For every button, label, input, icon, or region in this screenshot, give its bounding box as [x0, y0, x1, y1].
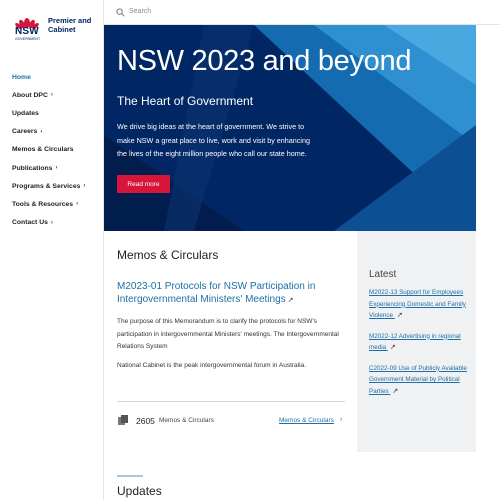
memos-heading: Memos & Circulars: [117, 248, 219, 262]
list-item[interactable]: [369, 287, 469, 322]
latest-panel: [357, 231, 476, 452]
chevron-right-icon: ›: [50, 92, 53, 99]
latest-item-label: C2022-09 Use of Publicly Available Government Material by Political Parties: [369, 364, 467, 395]
nav-item-careers[interactable]: [12, 123, 85, 141]
latest-heading: Latest: [369, 269, 397, 280]
featured-memo-note: National Cabinet is the peak intergovernmental forum in Australia.: [117, 362, 306, 369]
hero-description: We drive big ideas at the heart of government. We strive to make NSW a great place to live, work and visit by enhancing the lives of the eight million people who call our state home.: [117, 122, 310, 159]
nav-item-label: Tools & Resources: [12, 200, 74, 208]
nav-item-label: About DPC: [12, 91, 48, 99]
updates-accent-line: [117, 475, 143, 477]
nav-item-label: Memos & Circulars: [12, 146, 74, 154]
external-link-icon: ↗: [287, 297, 294, 304]
chevron-right-icon: ›: [40, 128, 43, 135]
chevron-right-icon: ›: [83, 183, 86, 190]
external-link-icon: ↗: [392, 387, 399, 395]
search-bar[interactable]: [104, 0, 500, 25]
memo-count: 2605: [136, 416, 155, 426]
external-link-icon: ↗: [389, 344, 396, 351]
search-icon[interactable]: [116, 8, 125, 17]
external-link-icon: ↗: [396, 312, 403, 319]
nsw-logo[interactable]: [12, 10, 92, 40]
nav-item-updates[interactable]: [12, 104, 85, 122]
latest-list: [369, 287, 469, 406]
nav-item-home[interactable]: [12, 68, 85, 86]
logo-wordmark: NSW: [15, 26, 39, 37]
hero-banner: [104, 25, 476, 231]
updates-heading: Updates: [117, 484, 162, 498]
featured-memo-description: The purpose of this Memorandum is to clarify the protocols for NSW's participation in intergovernmental Ministers' meetings. The Intergovernmental Relations System: [117, 318, 339, 350]
sidebar: [0, 0, 104, 500]
logo-government: GOVERNMENT: [15, 37, 41, 41]
nav-item-label: Contact Us: [12, 219, 48, 227]
chevron-right-icon: ›: [55, 165, 58, 172]
chevron-right-icon: ›: [50, 219, 53, 226]
nav-item-publications[interactable]: [12, 159, 85, 177]
nav-item-contact[interactable]: [12, 214, 85, 232]
nav-item-label: Publications: [12, 164, 53, 172]
featured-memo-link[interactable]: [117, 280, 347, 307]
nav-item-about[interactable]: [12, 86, 85, 104]
org-name: Premier and Cabinet: [48, 16, 92, 34]
documents-icon: [117, 414, 129, 426]
nav-item-memos[interactable]: [12, 141, 85, 159]
nav-item-tools[interactable]: [12, 195, 85, 213]
nav-item-label: Updates: [12, 109, 39, 117]
chevron-right-icon: ›: [76, 201, 79, 208]
latest-item-label: M2022-13 Support for Employees Experiencing Domestic and Family Violence: [369, 289, 466, 319]
hero-subtitle: The Heart of Government: [117, 94, 254, 108]
list-item[interactable]: [369, 331, 469, 354]
hero-title: NSW 2023 and beyond: [117, 45, 412, 77]
main-nav: [12, 68, 85, 232]
nav-item-programs[interactable]: [12, 177, 85, 195]
search-input[interactable]: Search: [129, 8, 152, 15]
memo-count-label: Memos & Circulars: [159, 417, 214, 424]
nav-item-label: Programs & Services: [12, 182, 81, 190]
all-memos-link[interactable]: Memos & Circulars: [279, 417, 334, 424]
read-more-button[interactable]: Read more: [117, 175, 170, 193]
list-item[interactable]: [369, 363, 469, 398]
featured-memo-title: M2023-01 Protocols for NSW Participation in Intergovernmental Ministers' Meetings: [117, 281, 316, 305]
divider: [117, 401, 345, 402]
chevron-right-icon: ›: [340, 416, 343, 423]
nav-item-label: Careers: [12, 128, 38, 136]
nav-item-label: Home: [12, 73, 31, 81]
latest-item-label: M2022-12 Advertising in regional media: [369, 332, 461, 351]
